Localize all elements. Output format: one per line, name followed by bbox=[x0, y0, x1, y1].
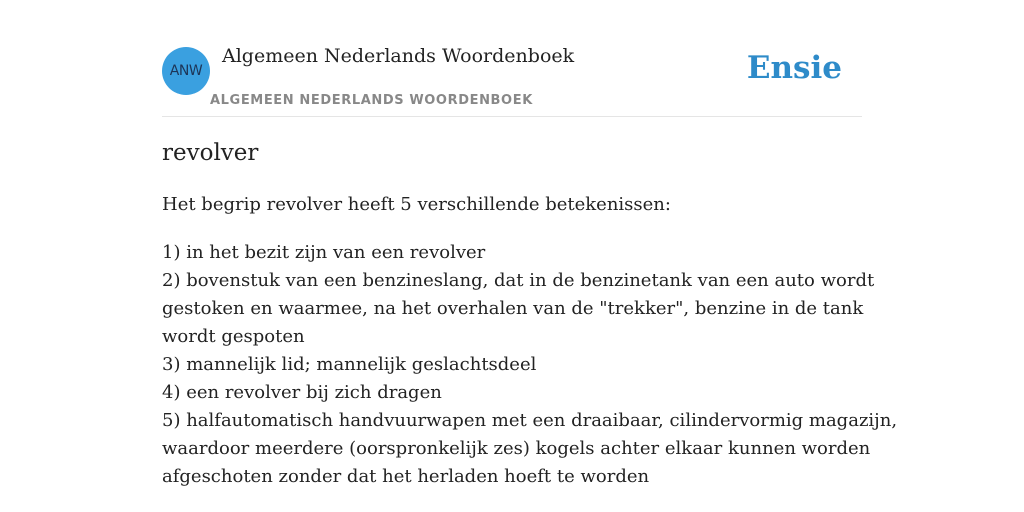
word-title: revolver bbox=[162, 140, 259, 166]
content-container bbox=[162, 0, 898, 487]
definition-line: 2) bovenstuk van een benzineslang, dat in de benzinetank van een auto wordt bbox=[162, 270, 875, 291]
definitions-list bbox=[162, 239, 898, 491]
definition-line: afgeschoten zonder dat het herladen hoeft te worden bbox=[162, 466, 650, 487]
definition-line: gestoken en waarmee, na het overhalen van de "trekker", benzine in de tank bbox=[162, 298, 864, 319]
brand-logo[interactable]: Ensie bbox=[746, 50, 842, 86]
intro-text: Het begrip revolver heeft 5 verschillende betekenissen: bbox=[162, 194, 671, 215]
definition-line: 3) mannelijk lid; mannelijk geslachtsdeel bbox=[162, 354, 537, 375]
definition-line: 4) een revolver bij zich dragen bbox=[162, 382, 442, 403]
source-logo[interactable]: ANW bbox=[162, 47, 210, 95]
definition-line: 1) in het bezit zijn van een revolver bbox=[162, 242, 486, 263]
header bbox=[162, 0, 862, 117]
definition-line: waardoor meerdere (oorspronkelijk zes) kogels achter elkaar kunnen worden bbox=[162, 438, 871, 459]
source-subtitle: ALGEMEEN NEDERLANDS WOORDENBOEK bbox=[210, 93, 533, 108]
definition-line: 5) halfautomatisch handvuurwapen met een draaibaar, cilindervormig magazijn, bbox=[162, 410, 898, 431]
source-title[interactable]: Algemeen Nederlands Woordenboek bbox=[222, 45, 575, 67]
definition-line: wordt gespoten bbox=[162, 326, 305, 347]
